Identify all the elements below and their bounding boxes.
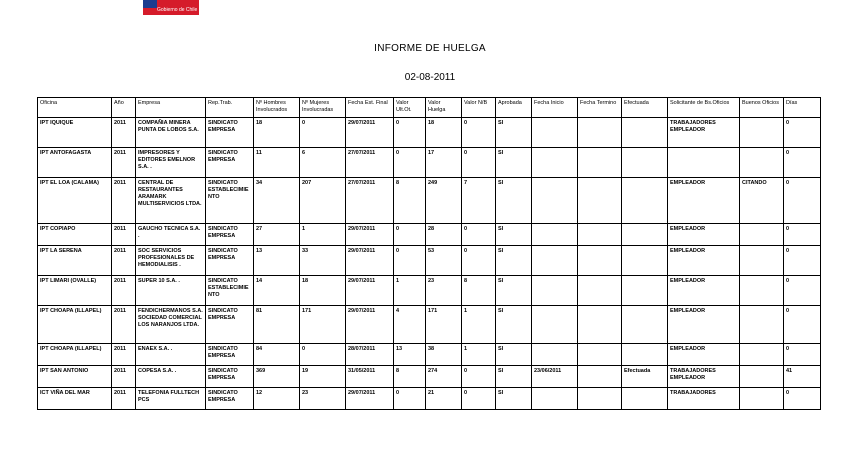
table-cell bbox=[578, 117, 622, 147]
table-cell bbox=[622, 117, 668, 147]
table-cell: 27/07/2011 bbox=[346, 147, 394, 177]
table-body bbox=[38, 117, 821, 409]
table-cell: 0 bbox=[394, 223, 426, 245]
table-cell: SUPER 10 S.A. . bbox=[136, 275, 206, 305]
table-cell: 0 bbox=[462, 117, 496, 147]
table-cell: CITANDO bbox=[740, 177, 784, 223]
table-cell: SI bbox=[496, 365, 532, 387]
table-header-row bbox=[38, 98, 821, 118]
table-cell: 29/07/2011 bbox=[346, 305, 394, 343]
table-cell: TELEFONIA FULLTECH PCS bbox=[136, 387, 206, 409]
table-cell bbox=[578, 305, 622, 343]
table-cell: SI bbox=[496, 117, 532, 147]
table-row bbox=[38, 387, 821, 409]
table-cell: 1 bbox=[462, 343, 496, 365]
table-cell bbox=[532, 223, 578, 245]
table-cell: 53 bbox=[426, 245, 462, 275]
table-cell: 0 bbox=[394, 147, 426, 177]
table-cell bbox=[622, 275, 668, 305]
table-cell: IPT ANTOFAGASTA bbox=[38, 147, 112, 177]
table-cell: 18 bbox=[254, 117, 300, 147]
table-cell bbox=[578, 387, 622, 409]
table-cell bbox=[740, 365, 784, 387]
table-cell: 0 bbox=[784, 305, 821, 343]
table-cell: 6 bbox=[300, 147, 346, 177]
table-cell: 1 bbox=[394, 275, 426, 305]
table-cell: SI bbox=[496, 177, 532, 223]
table-cell: EMPLEADOR bbox=[668, 275, 740, 305]
table-cell: SI bbox=[496, 223, 532, 245]
table-cell bbox=[740, 245, 784, 275]
table-cell: TRABAJADORES EMPLEADOR bbox=[668, 365, 740, 387]
column-header: Fecha Est. Final bbox=[346, 98, 394, 118]
column-header: Oficina bbox=[38, 98, 112, 118]
table-cell: 27/07/2011 bbox=[346, 177, 394, 223]
table-cell: EMPLEADOR bbox=[668, 245, 740, 275]
table-row bbox=[38, 245, 821, 275]
table-cell: GAUCHO TECNICA S.A. . bbox=[136, 223, 206, 245]
table-cell: IMPRESORES Y EDITORES EMELNOR S.A. . bbox=[136, 147, 206, 177]
table-cell: 11 bbox=[254, 147, 300, 177]
table-cell bbox=[622, 305, 668, 343]
column-header: Valor Huelga bbox=[426, 98, 462, 118]
table-cell: TRABAJADORES EMPLEADOR bbox=[668, 117, 740, 147]
column-header: Días bbox=[784, 98, 821, 118]
table-cell: 2011 bbox=[112, 223, 136, 245]
table-cell bbox=[740, 305, 784, 343]
table-cell bbox=[578, 343, 622, 365]
table-cell: 0 bbox=[784, 117, 821, 147]
table-cell: SINDICATO EMPRESA bbox=[206, 147, 254, 177]
table-cell bbox=[578, 147, 622, 177]
table-cell: 81 bbox=[254, 305, 300, 343]
table-cell bbox=[622, 387, 668, 409]
table-cell: SINDICATO ESTABLECIMIENTO bbox=[206, 275, 254, 305]
table-cell bbox=[622, 177, 668, 223]
table-cell: 33 bbox=[300, 245, 346, 275]
table-cell: IPT IQUIQUE bbox=[38, 117, 112, 147]
table-cell: IPT CHOAPA (ILLAPEL) bbox=[38, 343, 112, 365]
table-cell bbox=[622, 147, 668, 177]
table-cell bbox=[668, 147, 740, 177]
table-cell: 29/07/2011 bbox=[346, 223, 394, 245]
column-header: Fecha Termino bbox=[578, 98, 622, 118]
table-row bbox=[38, 177, 821, 223]
table-cell: 12 bbox=[254, 387, 300, 409]
table-cell: 0 bbox=[462, 147, 496, 177]
table-cell: 8 bbox=[394, 365, 426, 387]
logo-blue-block bbox=[143, 0, 157, 8]
table-cell bbox=[532, 117, 578, 147]
table-cell bbox=[532, 387, 578, 409]
table-cell: 249 bbox=[426, 177, 462, 223]
table-cell: 274 bbox=[426, 365, 462, 387]
table-cell: 2011 bbox=[112, 117, 136, 147]
table-cell: 2011 bbox=[112, 305, 136, 343]
table-cell: 2011 bbox=[112, 365, 136, 387]
table-cell: IPT LIMARI (OVALLE) bbox=[38, 275, 112, 305]
table-cell: 38 bbox=[426, 343, 462, 365]
table-cell: 0 bbox=[784, 223, 821, 245]
table-cell bbox=[532, 275, 578, 305]
table-cell: SINDICATO EMPRESA bbox=[206, 223, 254, 245]
table-cell bbox=[578, 275, 622, 305]
table-cell: 31/05/2011 bbox=[346, 365, 394, 387]
table-cell: 28 bbox=[426, 223, 462, 245]
column-header: Empresa bbox=[136, 98, 206, 118]
table-cell: 18 bbox=[426, 117, 462, 147]
logo-text: Gobierno de Chile bbox=[157, 7, 198, 13]
table-cell bbox=[622, 343, 668, 365]
table-cell: COMPAÑIA MINERA PUNTA DE LOBOS S.A. bbox=[136, 117, 206, 147]
table-cell: 4 bbox=[394, 305, 426, 343]
table-cell: SINDICATO ESTABLECIMIENTO bbox=[206, 177, 254, 223]
table-row bbox=[38, 365, 821, 387]
table-cell: SI bbox=[496, 387, 532, 409]
table-cell: SINDICATO EMPRESA bbox=[206, 365, 254, 387]
table-cell: 0 bbox=[784, 177, 821, 223]
table-cell bbox=[740, 275, 784, 305]
table-cell bbox=[740, 147, 784, 177]
table-cell: EMPLEADOR bbox=[668, 223, 740, 245]
table-cell: 0 bbox=[784, 147, 821, 177]
table-cell: 0 bbox=[462, 223, 496, 245]
table-cell: 23/06/2011 bbox=[532, 365, 578, 387]
table-cell: 29/07/2011 bbox=[346, 387, 394, 409]
table-cell: 1 bbox=[462, 305, 496, 343]
table-cell: 2011 bbox=[112, 177, 136, 223]
table-cell: COPESA S.A. . bbox=[136, 365, 206, 387]
table-cell: IPT EL LOA (CALAMA) bbox=[38, 177, 112, 223]
table-cell: 0 bbox=[462, 365, 496, 387]
table-cell: 29/07/2011 bbox=[346, 275, 394, 305]
table-cell: SI bbox=[496, 305, 532, 343]
table-cell: 0 bbox=[784, 275, 821, 305]
table-cell: 8 bbox=[394, 177, 426, 223]
table-cell bbox=[740, 223, 784, 245]
table-cell: 29/07/2011 bbox=[346, 245, 394, 275]
table-cell bbox=[622, 223, 668, 245]
table-cell bbox=[532, 147, 578, 177]
table-cell: 41 bbox=[784, 365, 821, 387]
table-cell: 2011 bbox=[112, 245, 136, 275]
table-cell bbox=[622, 245, 668, 275]
column-header: Rep.Trab. bbox=[206, 98, 254, 118]
table-cell: 27 bbox=[254, 223, 300, 245]
table-cell: 0 bbox=[784, 343, 821, 365]
table-cell: Efectuada bbox=[622, 365, 668, 387]
table-cell: 2011 bbox=[112, 147, 136, 177]
column-header: Fecha Inicio bbox=[532, 98, 578, 118]
table-cell: 0 bbox=[394, 245, 426, 275]
table-cell: 2011 bbox=[112, 343, 136, 365]
table-cell: SINDICATO EMPRESA bbox=[206, 117, 254, 147]
table-cell: ENAEX S.A. . bbox=[136, 343, 206, 365]
table-cell: TRABAJADORES bbox=[668, 387, 740, 409]
table-row bbox=[38, 223, 821, 245]
table-cell: 23 bbox=[426, 275, 462, 305]
table-cell: 171 bbox=[300, 305, 346, 343]
table-cell bbox=[532, 343, 578, 365]
table-cell: 0 bbox=[462, 245, 496, 275]
table-cell: 17 bbox=[426, 147, 462, 177]
report-date: 02-08-2011 bbox=[404, 72, 456, 83]
table-cell: SINDICATO EMPRESA bbox=[206, 305, 254, 343]
column-header: Valor Ult.Ot. bbox=[394, 98, 426, 118]
table-cell: SI bbox=[496, 147, 532, 177]
table-cell bbox=[740, 343, 784, 365]
table-cell: SOC SERVICIOS PROFESIONALES DE HEMODIALISIS . bbox=[136, 245, 206, 275]
table-cell: SINDICATO EMPRESA bbox=[206, 387, 254, 409]
table-cell bbox=[740, 387, 784, 409]
column-header: Buenos Oficios bbox=[740, 98, 784, 118]
table-cell: 34 bbox=[254, 177, 300, 223]
table-cell: 0 bbox=[784, 387, 821, 409]
table-cell: 2011 bbox=[112, 387, 136, 409]
table-cell: 21 bbox=[426, 387, 462, 409]
table-cell: EMPLEADOR bbox=[668, 343, 740, 365]
table-cell: 18 bbox=[300, 275, 346, 305]
table-cell bbox=[578, 177, 622, 223]
table-cell: 0 bbox=[300, 343, 346, 365]
table-cell: 0 bbox=[784, 245, 821, 275]
table-cell bbox=[578, 223, 622, 245]
table-cell: 171 bbox=[426, 305, 462, 343]
table-cell: 1 bbox=[300, 223, 346, 245]
table-cell: SI bbox=[496, 275, 532, 305]
strike-report-table bbox=[37, 97, 821, 410]
table-row bbox=[38, 117, 821, 147]
column-header: Nº Mujeres Involucradas bbox=[300, 98, 346, 118]
table-cell: FENDICHERMANOS S.A. SOCIEDAD COMERCIAL LOS NARANJOS LTDA. bbox=[136, 305, 206, 343]
table-cell: SINDICATO EMPRESA bbox=[206, 343, 254, 365]
table-cell bbox=[740, 117, 784, 147]
table-cell: 14 bbox=[254, 275, 300, 305]
table-cell bbox=[578, 245, 622, 275]
table-cell bbox=[532, 245, 578, 275]
table-cell: ICT VIÑA DEL MAR bbox=[38, 387, 112, 409]
column-header: Año bbox=[112, 98, 136, 118]
table-cell: 0 bbox=[394, 117, 426, 147]
table-cell: SINDICATO EMPRESA bbox=[206, 245, 254, 275]
table-cell: 369 bbox=[254, 365, 300, 387]
table-cell: 2011 bbox=[112, 275, 136, 305]
table-row bbox=[38, 305, 821, 343]
table-cell: IPT CHOAPA (ILLAPEL) bbox=[38, 305, 112, 343]
table-cell: CENTRAL DE RESTAURANTES ARAMARK MULTISERVICIOS LTDA. bbox=[136, 177, 206, 223]
table-cell: 0 bbox=[462, 387, 496, 409]
table-cell: EMPLEADOR bbox=[668, 177, 740, 223]
table-cell bbox=[532, 177, 578, 223]
table-cell: 84 bbox=[254, 343, 300, 365]
table-row bbox=[38, 275, 821, 305]
table-row bbox=[38, 147, 821, 177]
column-header: Nº Hombres Involucrados bbox=[254, 98, 300, 118]
column-header: Solicitante de Bs.Oficios bbox=[668, 98, 740, 118]
column-header: Aprobada bbox=[496, 98, 532, 118]
column-header: Efectuada bbox=[622, 98, 668, 118]
table-cell: 0 bbox=[300, 117, 346, 147]
table-cell: 8 bbox=[462, 275, 496, 305]
table-cell: EMPLEADOR bbox=[668, 305, 740, 343]
table-cell bbox=[532, 305, 578, 343]
table-cell: SI bbox=[496, 343, 532, 365]
table-cell bbox=[578, 365, 622, 387]
table-cell: IPT SAN ANTONIO bbox=[38, 365, 112, 387]
table-cell: 23 bbox=[300, 387, 346, 409]
table-cell: IPT LA SERENA bbox=[38, 245, 112, 275]
table-cell: 28/07/2011 bbox=[346, 343, 394, 365]
table-row bbox=[38, 343, 821, 365]
table-cell: 7 bbox=[462, 177, 496, 223]
table-cell: SI bbox=[496, 245, 532, 275]
government-logo bbox=[143, 0, 199, 15]
table-cell: IPT COPIAPO bbox=[38, 223, 112, 245]
table-cell: 207 bbox=[300, 177, 346, 223]
table-cell: 13 bbox=[394, 343, 426, 365]
table-cell: 29/07/2011 bbox=[346, 117, 394, 147]
table-cell: 19 bbox=[300, 365, 346, 387]
column-header: Valor N/B bbox=[462, 98, 496, 118]
report-title: INFORME DE HUELGA bbox=[374, 43, 486, 54]
table-cell: 13 bbox=[254, 245, 300, 275]
table-cell: 0 bbox=[394, 387, 426, 409]
